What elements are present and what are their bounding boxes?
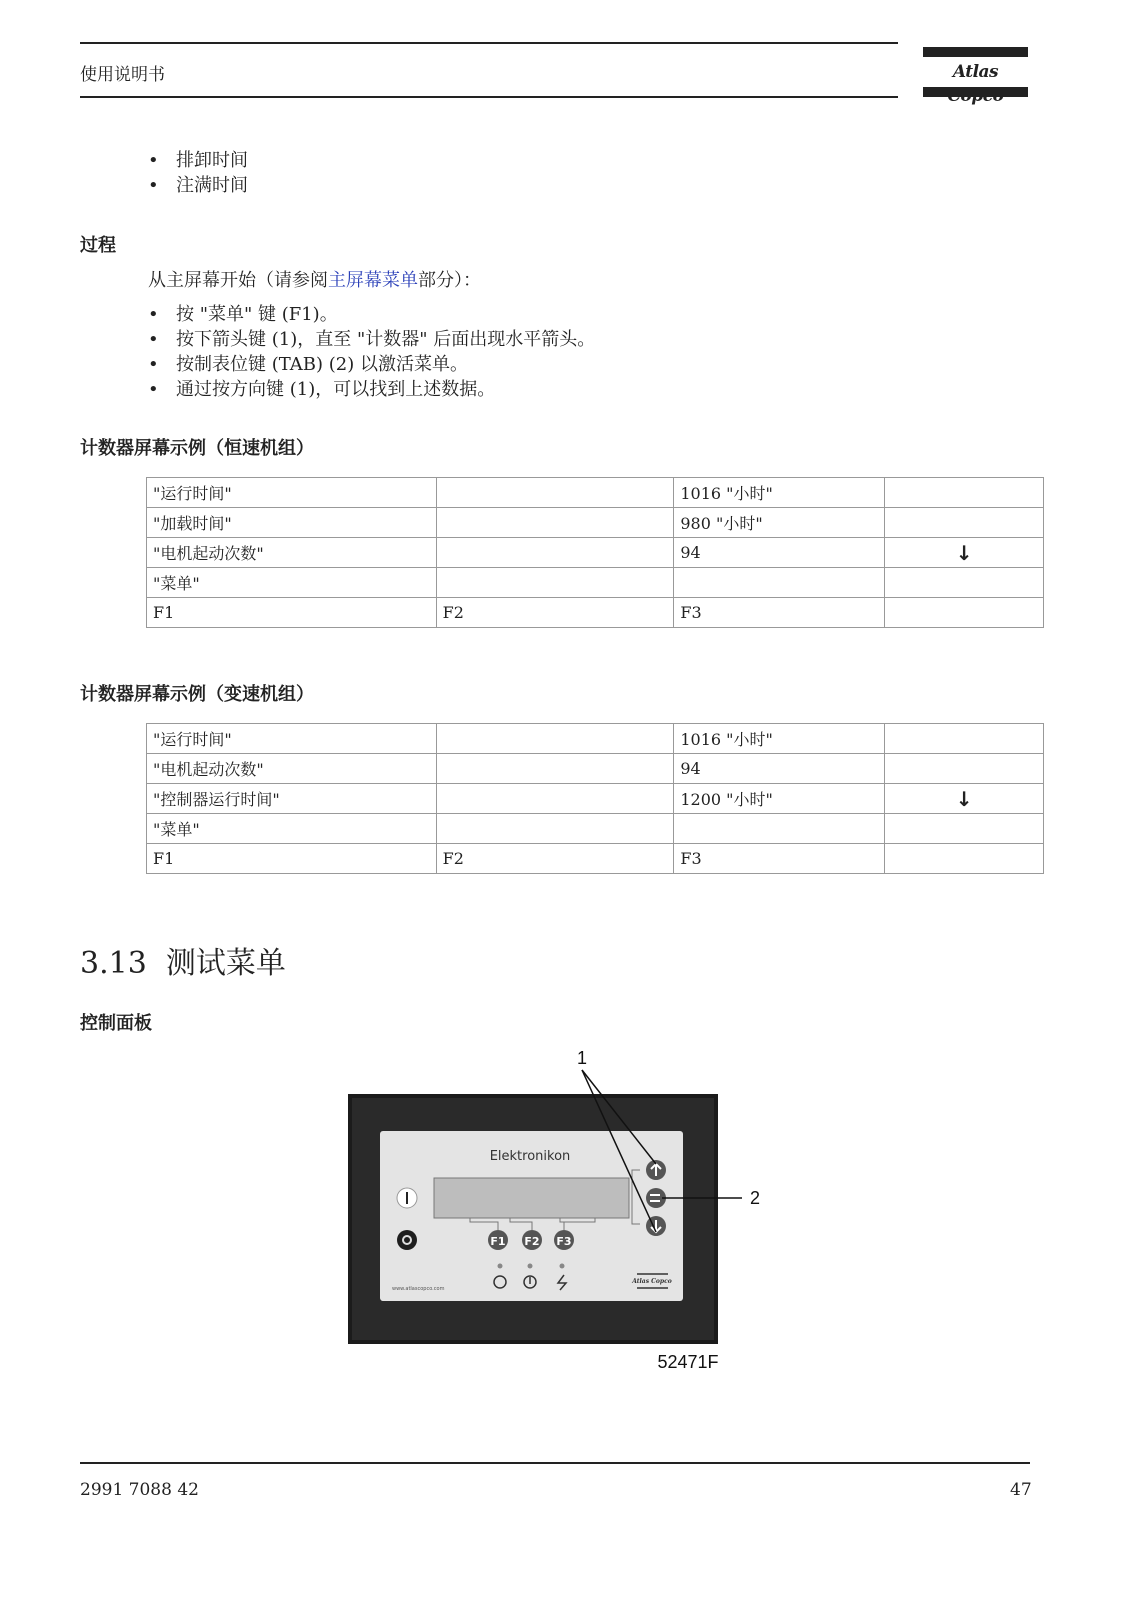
table-row	[147, 724, 1044, 754]
section-name: 测试菜单	[165, 946, 286, 981]
table-row	[147, 568, 1044, 598]
table-cell: 94	[674, 754, 885, 784]
doc-number: 2991 7088 42	[80, 1480, 199, 1500]
list-item: • 排卸时间	[148, 148, 248, 173]
step-item: • 按下箭头键 (1)，直至 "计数器" 后面出现水平箭头。	[148, 327, 595, 352]
svg-text:F1: F1	[490, 1235, 506, 1248]
table-cell: "运行时间"	[147, 724, 437, 754]
intro-text: 部分）：	[418, 270, 481, 291]
table-cell: 980 "小时"	[674, 508, 885, 538]
table1-heading: 计数器屏幕示例（恒速机组）	[80, 438, 314, 459]
table-row	[147, 784, 1044, 814]
table-cell	[885, 814, 1044, 844]
intro-text: 从主屏幕开始（请参阅	[148, 270, 328, 291]
header-top-rule	[80, 42, 898, 44]
section-title	[80, 938, 286, 982]
procedure-steps	[148, 302, 595, 402]
table-cell: "电机起动次数"	[147, 538, 437, 568]
table-row	[147, 598, 1044, 628]
control-panel-figure	[340, 1040, 780, 1380]
table-cell: "加载时间"	[147, 508, 437, 538]
table-cell	[885, 598, 1044, 628]
main-screen-menu-link[interactable]: 主屏幕菜单	[328, 270, 418, 291]
top-bullet-list	[148, 148, 248, 198]
step-item: • 按 "菜单" 键 (F1)。	[148, 302, 595, 327]
header-title: 使用说明书	[80, 65, 165, 85]
stop-button	[397, 1230, 417, 1250]
counter-screen-table-fixed-speed	[146, 477, 1044, 628]
table-row	[147, 754, 1044, 784]
table-cell	[436, 508, 674, 538]
table-cell: 94	[674, 538, 885, 568]
table-cell	[885, 724, 1044, 754]
mini-logo-text: Atlas Copco	[632, 1278, 672, 1285]
table-cell: F3	[674, 844, 885, 874]
header-bottom-rule	[80, 96, 898, 98]
table-cell: F2	[436, 844, 674, 874]
table-cell: "电机起动次数"	[147, 754, 437, 784]
logo-text: Atlas	[952, 62, 999, 82]
table-cell	[436, 754, 674, 784]
table-cell: 1016 "小时"	[674, 724, 885, 754]
page-number: 47	[1010, 1480, 1032, 1500]
table-cell	[885, 754, 1044, 784]
table-row	[147, 538, 1044, 568]
table2-heading: 计数器屏幕示例（变速机组）	[80, 684, 314, 705]
table-row	[147, 814, 1044, 844]
counter-screen-table-variable-speed	[146, 723, 1044, 874]
table-cell: F3	[674, 598, 885, 628]
table-cell: "控制器运行时间"	[147, 784, 437, 814]
table-row	[147, 508, 1044, 538]
table-cell	[436, 478, 674, 508]
control-panel-illustration	[340, 1040, 780, 1380]
table-cell	[436, 538, 674, 568]
table-cell: "菜单"	[147, 814, 437, 844]
table-cell	[436, 724, 674, 754]
lcd-display	[434, 1178, 629, 1218]
table-cell: F1	[147, 598, 437, 628]
table-cell: F2	[436, 598, 674, 628]
step-item: • 按制表位键 (TAB) (2) 以激活菜单。	[148, 352, 595, 377]
atlas-copco-logo	[923, 47, 1028, 97]
table-cell	[674, 568, 885, 598]
table-cell	[885, 478, 1044, 508]
footer-rule	[80, 1462, 1030, 1464]
table-cell: "运行时间"	[147, 478, 437, 508]
table-cell	[885, 844, 1044, 874]
table-cell: 1200 "小时"	[674, 784, 885, 814]
list-item: • 注满时间	[148, 173, 248, 198]
procedure-intro	[148, 266, 481, 292]
device-name-label: Elektronikon	[489, 1149, 571, 1164]
table-cell: F1	[147, 844, 437, 874]
section-number: 3.13	[80, 946, 147, 981]
table-cell	[436, 814, 674, 844]
table-cell	[436, 784, 674, 814]
table-cell	[436, 568, 674, 598]
down-arrow-icon: ↓	[885, 784, 1044, 814]
table-cell	[885, 568, 1044, 598]
procedure-heading: 过程	[80, 235, 116, 256]
table-cell: 1016 "小时"	[674, 478, 885, 508]
table-row	[147, 844, 1044, 874]
control-panel-heading: 控制面板	[80, 1013, 152, 1034]
table-cell	[885, 508, 1044, 538]
down-arrow-icon: ↓	[885, 538, 1044, 568]
svg-text:F3: F3	[556, 1235, 572, 1248]
callout-1: 1	[576, 1048, 588, 1068]
website-label: www.atlascopco.com	[392, 1286, 445, 1292]
table-cell	[674, 814, 885, 844]
step-item: • 通过按方向键 (1)，可以找到上述数据。	[148, 377, 595, 402]
figure-code: 52471F	[657, 1352, 719, 1372]
svg-text:F2: F2	[524, 1235, 540, 1248]
callout-2: 2	[750, 1188, 761, 1208]
table-row	[147, 478, 1044, 508]
table-cell: "菜单"	[147, 568, 437, 598]
